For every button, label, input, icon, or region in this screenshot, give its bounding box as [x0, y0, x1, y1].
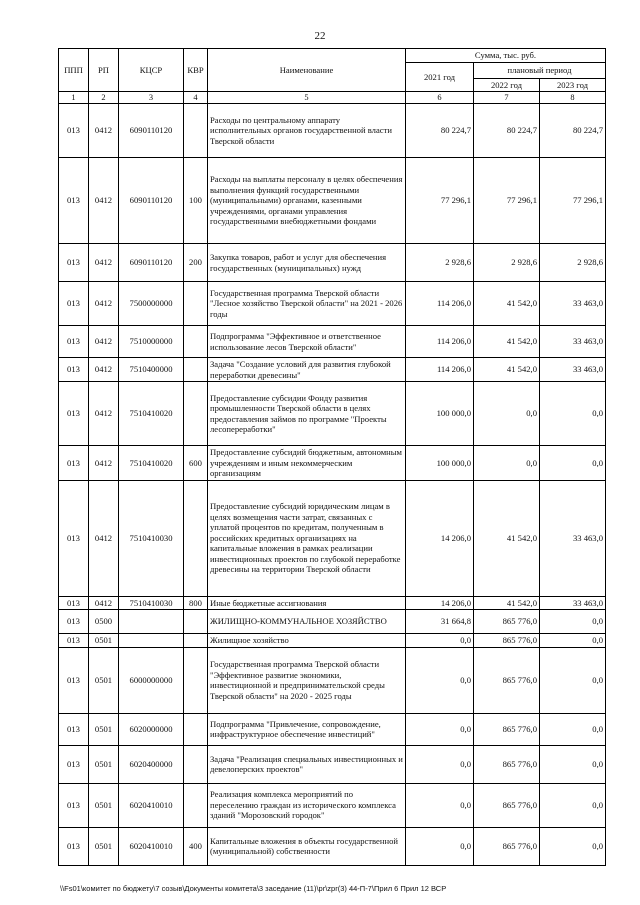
- cell-ppp: 013: [59, 282, 89, 326]
- cell-kcsr: 6020410010: [119, 783, 184, 827]
- cell-kvr: 800: [184, 596, 208, 610]
- cell-kcsr: 6090110120: [119, 244, 184, 282]
- cell-2022: 41 542,0: [474, 326, 540, 358]
- cell-2023: 0,0: [540, 382, 606, 446]
- cell-2022: 41 542,0: [474, 358, 540, 382]
- cell-ppp: 013: [59, 713, 89, 745]
- table-row: [59, 282, 606, 326]
- cell-kvr: [184, 104, 208, 158]
- cell-2023: 0,0: [540, 610, 606, 634]
- table-row: [59, 382, 606, 446]
- cell-name: Закупка товаров, работ и услуг для обеспечения государственных (муниципальных) нужд: [208, 244, 406, 282]
- cell-2023: 80 224,7: [540, 104, 606, 158]
- cell-ppp: 013: [59, 326, 89, 358]
- cell-2022: 41 542,0: [474, 596, 540, 610]
- table-row: [59, 745, 606, 783]
- cell-name: Предоставление субсидий юридическим лицам в целях возмещения части затрат, связанных с уплатой процентов по кредитам, полученным в российских кредитных организациях на капитальные вложения в рамках реализации инвестиционных проектов по глубокой переработке древесины на территории Тверской области: [208, 480, 406, 596]
- cell-ppp: 013: [59, 158, 89, 244]
- cell-2021: 14 206,0: [406, 596, 474, 610]
- col-kcsr-header: КЦСР: [119, 49, 184, 92]
- col-plan-header: плановый период: [474, 62, 606, 78]
- table-row: [59, 783, 606, 827]
- cell-ppp: 013: [59, 480, 89, 596]
- cell-ppp: 013: [59, 446, 89, 481]
- cell-kvr: [184, 358, 208, 382]
- cell-ppp: 013: [59, 827, 89, 865]
- cell-2022: 41 542,0: [474, 282, 540, 326]
- cell-rp: 0412: [89, 244, 119, 282]
- cell-name: Задача "Создание условий для развития глубокой переработки древесины": [208, 358, 406, 382]
- cell-2023: 0,0: [540, 647, 606, 713]
- cell-2021: 31 664,8: [406, 610, 474, 634]
- cell-ppp: 013: [59, 647, 89, 713]
- cell-kcsr: 7510000000: [119, 326, 184, 358]
- table-row: [59, 244, 606, 282]
- cell-name: ЖИЛИЩНО-КОММУНАЛЬНОЕ ХОЗЯЙСТВО: [208, 610, 406, 634]
- cell-kcsr: 7510410030: [119, 480, 184, 596]
- cell-rp: 0500: [89, 610, 119, 634]
- cell-name: Подпрограмма "Привлечение, сопровождение, инфраструктурное обеспечение инвестиций": [208, 713, 406, 745]
- cell-kvr: 100: [184, 158, 208, 244]
- cell-2021: 0,0: [406, 713, 474, 745]
- col-2022-header: 2022 год: [474, 78, 540, 92]
- cell-name: Государственная программа Тверской области "Эффективное развитие экономики, инвестиционной и предпринимательской среды Тверской области" на 2020 - 2025 годы: [208, 647, 406, 713]
- cell-kvr: [184, 713, 208, 745]
- table-row: [59, 647, 606, 713]
- col-2023-header: 2023 год: [540, 78, 606, 92]
- cell-2022: 41 542,0: [474, 480, 540, 596]
- column-number: 2: [89, 92, 119, 104]
- cell-rp: 0501: [89, 647, 119, 713]
- cell-ppp: 013: [59, 596, 89, 610]
- cell-rp: 0501: [89, 783, 119, 827]
- cell-kvr: 400: [184, 827, 208, 865]
- cell-kvr: [184, 610, 208, 634]
- column-numbers-row: [59, 92, 606, 104]
- cell-2023: 0,0: [540, 827, 606, 865]
- cell-2022: 0,0: [474, 446, 540, 481]
- cell-name: Жилищное хозяйство: [208, 634, 406, 648]
- cell-2023: 0,0: [540, 745, 606, 783]
- cell-kvr: [184, 783, 208, 827]
- column-number: 8: [540, 92, 606, 104]
- cell-kvr: 600: [184, 446, 208, 481]
- cell-2022: 865 776,0: [474, 610, 540, 634]
- cell-rp: 0501: [89, 713, 119, 745]
- header-row-1: [59, 49, 606, 63]
- cell-2021: 114 206,0: [406, 358, 474, 382]
- cell-ppp: 013: [59, 104, 89, 158]
- cell-2023: 0,0: [540, 446, 606, 481]
- cell-2023: 2 928,6: [540, 244, 606, 282]
- cell-kvr: [184, 634, 208, 648]
- cell-2022: 865 776,0: [474, 647, 540, 713]
- cell-2021: 14 206,0: [406, 480, 474, 596]
- cell-name: Предоставление субсидии Фонду развития промышленности Тверской области в целях предоставления займов по программе "Проекты лесопереработки": [208, 382, 406, 446]
- cell-2023: 33 463,0: [540, 326, 606, 358]
- column-number: 5: [208, 92, 406, 104]
- table-row: [59, 610, 606, 634]
- col-kvr-header: КВР: [184, 49, 208, 92]
- cell-2022: 0,0: [474, 382, 540, 446]
- cell-kvr: [184, 647, 208, 713]
- cell-2021: 0,0: [406, 745, 474, 783]
- cell-rp: 0412: [89, 446, 119, 481]
- cell-2022: 80 224,7: [474, 104, 540, 158]
- table-row: [59, 634, 606, 648]
- cell-2022: 865 776,0: [474, 713, 540, 745]
- column-number: 6: [406, 92, 474, 104]
- table-row: [59, 326, 606, 358]
- cell-ppp: 013: [59, 634, 89, 648]
- cell-kvr: [184, 326, 208, 358]
- cell-kcsr: 6020410010: [119, 827, 184, 865]
- cell-rp: 0501: [89, 634, 119, 648]
- cell-2021: 114 206,0: [406, 326, 474, 358]
- cell-2021: 2 928,6: [406, 244, 474, 282]
- cell-name: Государственная программа Тверской области "Лесное хозяйство Тверской области" на 2021 - 2026 годы: [208, 282, 406, 326]
- cell-2021: 0,0: [406, 827, 474, 865]
- cell-name: Расходы на выплаты персоналу в целях обеспечения выполнения функций государственными (муниципальными) органами, казенными учреждениями, органами управления государственными внебюджетными фондами: [208, 158, 406, 244]
- column-number: 7: [474, 92, 540, 104]
- col-rp-header: РП: [89, 49, 119, 92]
- cell-name: Задача "Реализация специальных инвестиционных и девелоперских проектов": [208, 745, 406, 783]
- cell-2023: 33 463,0: [540, 358, 606, 382]
- cell-rp: 0412: [89, 282, 119, 326]
- cell-name: Подпрограмма "Эффективное и ответственное использование лесов Тверской области": [208, 326, 406, 358]
- cell-2022: 2 928,6: [474, 244, 540, 282]
- cell-ppp: 013: [59, 244, 89, 282]
- col-sum-header: Сумма, тыс. руб.: [406, 49, 606, 63]
- cell-2023: 77 296,1: [540, 158, 606, 244]
- budget-table: [58, 48, 606, 866]
- cell-2021: 0,0: [406, 783, 474, 827]
- cell-2023: 0,0: [540, 713, 606, 745]
- cell-kcsr: 7510410030: [119, 596, 184, 610]
- cell-2021: 100 000,0: [406, 446, 474, 481]
- cell-2021: 77 296,1: [406, 158, 474, 244]
- cell-ppp: 013: [59, 358, 89, 382]
- cell-name: Иные бюджетные ассигнования: [208, 596, 406, 610]
- cell-2021: 80 224,7: [406, 104, 474, 158]
- cell-rp: 0501: [89, 827, 119, 865]
- cell-2022: 865 776,0: [474, 783, 540, 827]
- cell-kcsr: 6020400000: [119, 745, 184, 783]
- cell-2022: 865 776,0: [474, 827, 540, 865]
- cell-rp: 0412: [89, 480, 119, 596]
- cell-kcsr: 7510410020: [119, 382, 184, 446]
- cell-2021: 114 206,0: [406, 282, 474, 326]
- cell-kcsr: 7510400000: [119, 358, 184, 382]
- cell-2023: 0,0: [540, 634, 606, 648]
- cell-2021: 100 000,0: [406, 382, 474, 446]
- cell-kcsr: [119, 610, 184, 634]
- cell-kvr: [184, 382, 208, 446]
- cell-kcsr: [119, 634, 184, 648]
- cell-kcsr: 6090110120: [119, 104, 184, 158]
- cell-name: Капитальные вложения в объекты государственной (муниципальной) собственности: [208, 827, 406, 865]
- cell-2023: 33 463,0: [540, 480, 606, 596]
- column-number: 1: [59, 92, 89, 104]
- cell-ppp: 013: [59, 382, 89, 446]
- cell-kcsr: 6000000000: [119, 647, 184, 713]
- cell-ppp: 013: [59, 610, 89, 634]
- cell-kvr: 200: [184, 244, 208, 282]
- cell-rp: 0412: [89, 158, 119, 244]
- cell-kvr: [184, 480, 208, 596]
- table-row: [59, 158, 606, 244]
- cell-2023: 33 463,0: [540, 282, 606, 326]
- col-name-header: Наименование: [208, 49, 406, 92]
- col-ppp-header: ППП: [59, 49, 89, 92]
- cell-name: Предоставление субсидий бюджетным, автономным учреждениям и иным некоммерческим организациям: [208, 446, 406, 481]
- table-row: [59, 596, 606, 610]
- cell-kvr: [184, 745, 208, 783]
- cell-2021: 0,0: [406, 647, 474, 713]
- cell-kcsr: 7510410020: [119, 446, 184, 481]
- cell-rp: 0412: [89, 596, 119, 610]
- cell-name: Расходы по центральному аппарату исполнительных органов государственной власти Тверской области: [208, 104, 406, 158]
- cell-ppp: 013: [59, 783, 89, 827]
- cell-rp: 0412: [89, 358, 119, 382]
- table-body: [59, 104, 606, 866]
- cell-rp: 0501: [89, 745, 119, 783]
- cell-kvr: [184, 282, 208, 326]
- column-number: 4: [184, 92, 208, 104]
- col-2021-header: 2021 год: [406, 62, 474, 92]
- column-number: 3: [119, 92, 184, 104]
- file-path-footer: \\Fs01\комитет по бюджету\7 созыв\Документы комитета\3 заседание (11)\pr\zpr(3) 44-П-7\Прил 6 Прил 12 ВСР: [60, 884, 447, 893]
- table-row: [59, 480, 606, 596]
- cell-2022: 865 776,0: [474, 745, 540, 783]
- cell-2022: 77 296,1: [474, 158, 540, 244]
- cell-rp: 0412: [89, 326, 119, 358]
- cell-kcsr: 7500000000: [119, 282, 184, 326]
- cell-kcsr: 6090110120: [119, 158, 184, 244]
- cell-2023: 0,0: [540, 783, 606, 827]
- cell-rp: 0412: [89, 382, 119, 446]
- cell-2022: 865 776,0: [474, 634, 540, 648]
- cell-rp: 0412: [89, 104, 119, 158]
- cell-kcsr: 6020000000: [119, 713, 184, 745]
- page-number: 22: [314, 30, 326, 42]
- cell-2023: 33 463,0: [540, 596, 606, 610]
- table-row: [59, 827, 606, 865]
- cell-name: Реализация комплекса мероприятий по переселению граждан из исторического комплекса зданий "Морозовский городок": [208, 783, 406, 827]
- table-row: [59, 358, 606, 382]
- cell-2021: 0,0: [406, 634, 474, 648]
- table-row: [59, 713, 606, 745]
- table-row: [59, 446, 606, 481]
- cell-ppp: 013: [59, 745, 89, 783]
- table-row: [59, 104, 606, 158]
